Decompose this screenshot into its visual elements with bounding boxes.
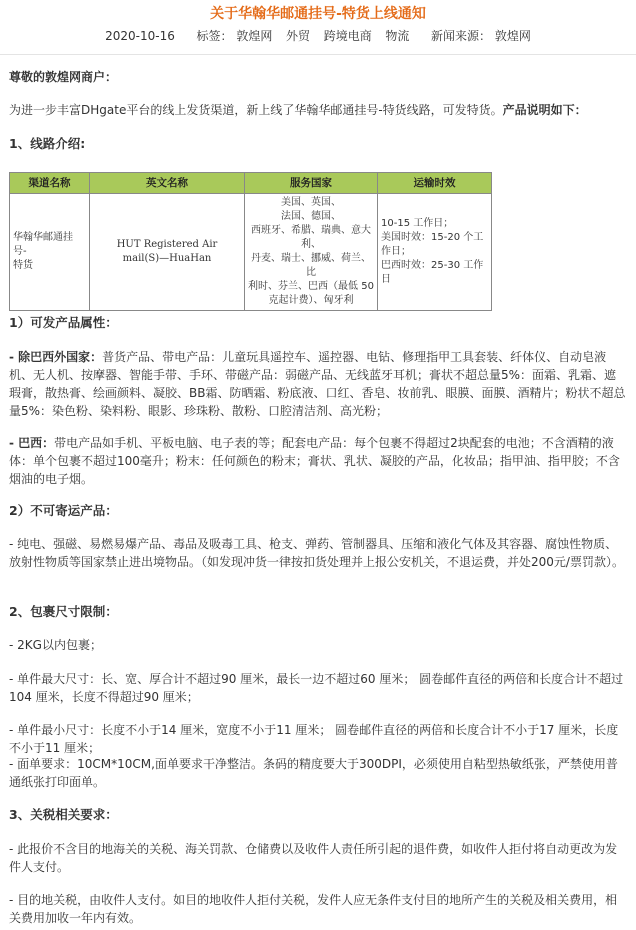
service-countries-cell: 美国、英国、 法国、德国、 西班牙、希腊、瑞典、意大利、 丹麦、瑞士、挪威、荷兰、比 利时、芬兰、巴西（最低 50 克起计费）、匈牙利 bbox=[245, 194, 378, 311]
tags-label: 标签： bbox=[196, 29, 233, 43]
table-header-cell: 英文名称 bbox=[90, 173, 245, 194]
section-tax-heading: 3、关税相关要求： bbox=[9, 807, 118, 822]
tag-link[interactable]: 物流 bbox=[385, 29, 410, 43]
tax-paragraph-1: - 此报价不含目的地海关的关税、海关罚款、仓储费以及收件人责任所引起的退件费，如收件人拒付将自动更改为发件人支付。 bbox=[9, 842, 618, 874]
source-label: 新闻来源： bbox=[431, 29, 492, 43]
english-name-cell: HUT Registered Air mail(S)—HuaHan bbox=[90, 194, 245, 311]
nonbrazil-paragraph bbox=[9, 348, 627, 420]
channel-name-cell: 华翰华邮通挂号- 特货 bbox=[10, 194, 90, 311]
table-header-cell: 运输时效 bbox=[378, 173, 492, 194]
route-table bbox=[9, 172, 492, 311]
section-properties-heading: 1）可发产品属性： bbox=[9, 315, 118, 330]
size-min-paragraph: - 单件最小尺寸：长度不小于14 厘米，宽度不小于11 厘米； 圆卷邮件直径的两倍和长度合计不小于17 厘米，长度不小于11 厘米； bbox=[9, 723, 619, 755]
tag-link[interactable]: 外贸 bbox=[286, 29, 311, 43]
section-route-heading: 1、线路介绍: bbox=[9, 136, 86, 151]
transit-time-cell: 10-15 工作日； 美国时效：15-20 个工作日； 巴西时效：25-30 工作日 bbox=[378, 194, 492, 311]
size-max-paragraph: - 单件最大尺寸：长、宽、厚合计不超过90 厘米，最长一边不超过60 厘米； 圆卷邮件直径的两倍和长度合计不超过104 厘米，长度不得超过90 厘米； bbox=[9, 672, 624, 704]
intro-paragraph bbox=[9, 101, 627, 119]
tag-link[interactable]: 跨境电商 bbox=[323, 29, 372, 43]
nonbrazil-text: 普货产品、带电产品：儿童玩具遥控车、遥控器、电钻、修理指甲工具套装、纤体仪、自动皂液机、无人机、按摩器、智能手带、手环、带磁产品：弱磁产品、无线蓝牙耳机；膏状不超总量5%：面霜、乳霜、遮瑕膏，散热膏、绘画颜料、凝胶、BB霜、防晒霜、粉底液、口红、香皂、妆前乳、眼膜、面膜、酒精片；粉状不超总量5%：染色粉、染料粉、眼影、珍珠粉、散粉、口腔清洁剂、高光粉； bbox=[9, 350, 626, 418]
intro-bold: 产品说明如下： bbox=[502, 103, 587, 117]
article-date: 2020-10-16 bbox=[105, 29, 175, 43]
intro-text: 为进一步丰富DHgate平台的线上发货渠道，新上线了华翰华邮通挂号-特货线路，可发特货。 bbox=[9, 103, 503, 117]
article-meta bbox=[0, 28, 636, 44]
section-size-heading: 2、包裹尺寸限制： bbox=[9, 604, 118, 619]
section-prohibited-heading: 2）不可寄运产品： bbox=[9, 503, 118, 518]
brazil-label: - 巴西： bbox=[9, 436, 55, 450]
greeting: 尊敬的敦煌网商户： bbox=[9, 70, 118, 84]
brazil-text: 带电产品如手机、平板电脑、电子表的等；配套电产品：每个包裹不得超过2块配套的电池；不含酒精的液体：单个包裹不超过100毫升；粉末：任何颜色的粉末；膏状、乳状、凝胶的产品，化妆品；指甲油、指甲胶；不含烟油的电子烟。 bbox=[9, 436, 620, 486]
brazil-paragraph bbox=[9, 434, 627, 488]
tag-link[interactable]: 敦煌网 bbox=[236, 29, 273, 43]
table-row bbox=[10, 194, 492, 311]
table-header-cell: 服务国家 bbox=[245, 173, 378, 194]
prohibited-paragraph: - 纯电、强磁、易燃易爆产品、毒品及吸毒工具、枪支、弹药、管制器具、压缩和液化气体及其容器、腐蚀性物质、放射性物质等国家禁止进出境物品。（如发现冲货一律按扣货处理并上报公安机关，不退运费，并处200元/票罚款）。 bbox=[9, 537, 624, 569]
source-value: 敦煌网 bbox=[494, 29, 531, 43]
size-weight-line: - 2KG以内包裹； bbox=[9, 638, 102, 652]
header-divider bbox=[0, 54, 636, 55]
article-title: 关于华翰华邮通挂号-特货上线通知 bbox=[210, 6, 426, 22]
table-header-cell: 渠道名称 bbox=[10, 173, 90, 194]
table-header-row bbox=[10, 173, 492, 194]
nonbrazil-label: - 除巴西外国家： bbox=[9, 350, 103, 364]
label-requirement-paragraph: - 面单要求：10CM*10CM,面单要求干净整洁。条码的精度要大于300DPI，必须使用自粘型热敏纸张，严禁使用普通纸张打印面单。 bbox=[9, 757, 618, 789]
tax-paragraph-2: - 目的地关税，由收件人支付。如目的地收件人拒付关税，发件人应无条件支付目的地所产生的关税及相关费用，相关费用加收一年内有效。 bbox=[9, 893, 618, 925]
